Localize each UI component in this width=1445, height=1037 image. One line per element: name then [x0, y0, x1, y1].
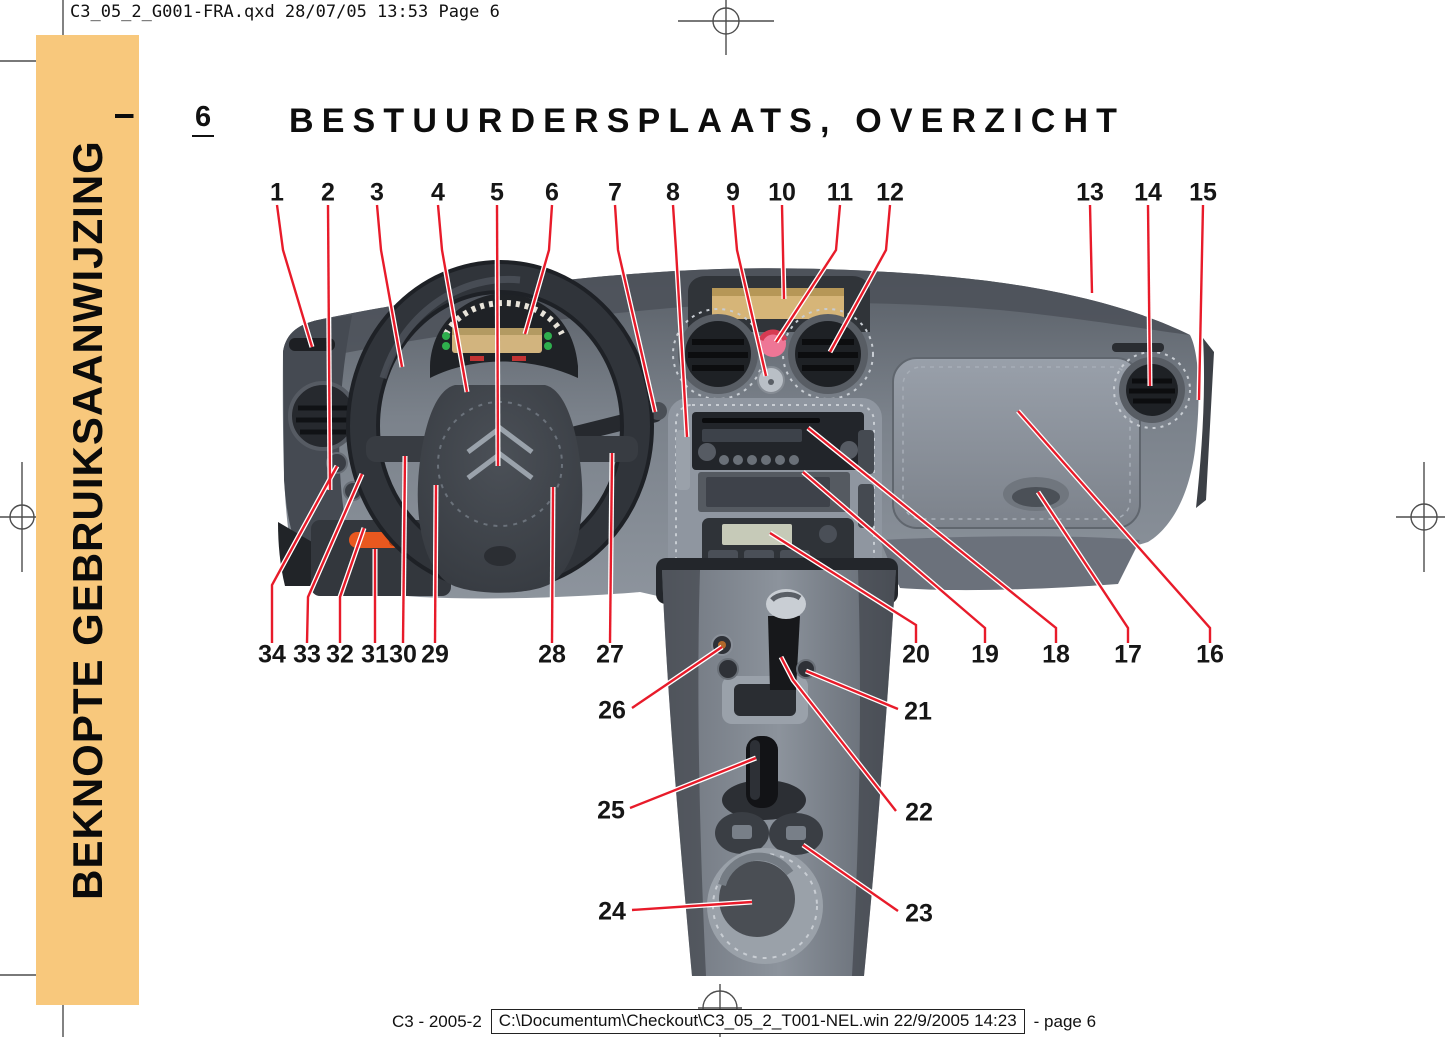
- callout-number-30: 30: [389, 640, 417, 669]
- callout-number-10: 10: [768, 178, 796, 207]
- callout-number-4: 4: [431, 178, 445, 207]
- power-socket: [718, 659, 738, 679]
- callout-number-32: 32: [326, 640, 354, 669]
- callout-number-27: 27: [596, 640, 624, 669]
- callout-number-9: 9: [726, 178, 740, 207]
- callout-number-33: 33: [293, 640, 321, 669]
- footer-document-path: C:\Documentum\Checkout\C3_05_2_T001-NEL.win 22/9/2005 14:23: [491, 1009, 1025, 1034]
- register-mark-right: [1396, 462, 1445, 572]
- callout-number-12: 12: [876, 178, 904, 207]
- callout-number-6: 6: [545, 178, 559, 207]
- callout-number-17: 17: [1114, 640, 1142, 669]
- callout-number-3: 3: [370, 178, 384, 207]
- roman-numeral: I: [109, 112, 140, 120]
- callout-number-16: 16: [1196, 640, 1224, 669]
- callout-number-2: 2: [321, 178, 335, 207]
- callout-number-19: 19: [971, 640, 999, 669]
- print-header: C3_05_2_G001-FRA.qxd 28/07/05 13:53 Page 6: [70, 2, 500, 22]
- page-number: 6: [192, 101, 214, 137]
- radio-unit: [692, 412, 864, 470]
- glovebox: [893, 358, 1140, 528]
- callout-number-20: 20: [902, 640, 930, 669]
- callout-number-11: 11: [826, 178, 854, 207]
- callout-number-15: 15: [1189, 178, 1217, 207]
- callout-number-22: 22: [905, 798, 933, 827]
- callout-number-7: 7: [608, 178, 622, 207]
- callout-number-31: 31: [361, 640, 389, 669]
- footer-model: C3 - 2005-2: [392, 1011, 482, 1031]
- callout-number-14: 14: [1134, 178, 1162, 207]
- callout-number-23: 23: [905, 899, 933, 928]
- callout-number-18: 18: [1042, 640, 1070, 669]
- callout-number-24: 24: [598, 897, 626, 926]
- callout-number-21: 21: [904, 697, 932, 726]
- page-title: BESTUURDERSPLAATS, OVERZICHT: [289, 102, 1126, 140]
- sidebar-title: BEKNOPTE GEBRUIKSAANWIJZING: [63, 140, 111, 900]
- register-mark-top: [678, 0, 774, 55]
- print-footer: [392, 1009, 1096, 1034]
- callout-number-34: 34: [258, 640, 286, 669]
- dashboard-photo: [278, 268, 1214, 976]
- callout-number-8: 8: [666, 178, 680, 207]
- callout-number-13: 13: [1076, 178, 1104, 207]
- left-side-vent: [290, 383, 356, 449]
- callout-number-28: 28: [538, 640, 566, 669]
- footer-page: - page 6: [1033, 1011, 1097, 1031]
- callout-number-5: 5: [490, 178, 504, 207]
- callout-number-1: 1: [270, 178, 284, 207]
- callout-number-29: 29: [421, 640, 449, 669]
- callout-number-26: 26: [598, 696, 626, 725]
- callout-number-25: 25: [597, 796, 625, 825]
